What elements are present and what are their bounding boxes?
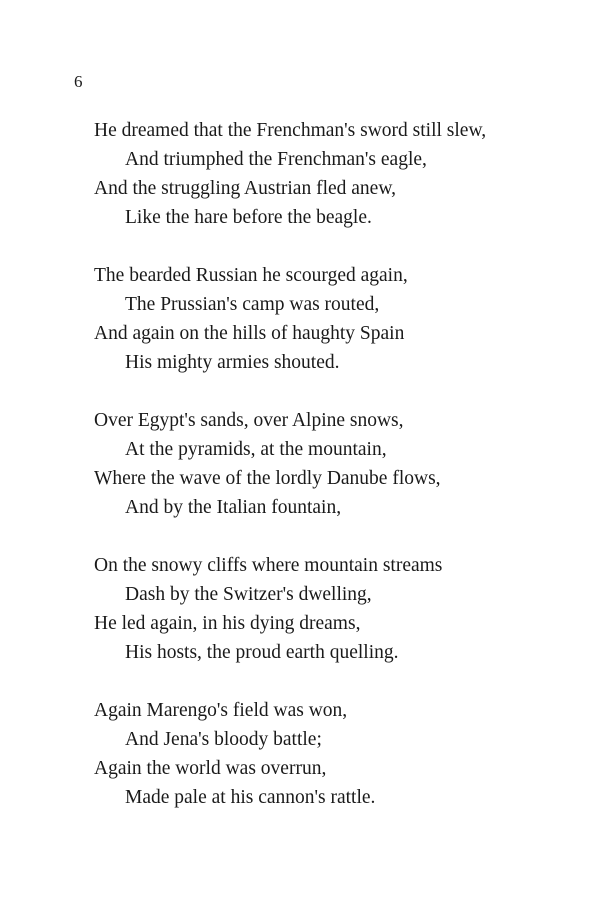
stanza-3 xyxy=(94,406,574,522)
poem-line-indented: Like the hare before the beagle. xyxy=(125,207,372,228)
poem-line-indented: At the pyramids, at the mountain, xyxy=(125,439,387,460)
poem-line-indented: His hosts, the proud earth quelling. xyxy=(125,642,399,663)
poem-line-indented: Made pale at his cannon's rattle. xyxy=(125,787,376,808)
poem-line: Where the wave of the lordly Danube flows, xyxy=(94,468,441,489)
poem-line: The bearded Russian he scourged again, xyxy=(94,265,408,286)
stanza-5 xyxy=(94,696,574,812)
poem-line: On the snowy cliffs where mountain streams xyxy=(94,555,443,576)
poem-line: Again the world was overrun, xyxy=(94,758,327,779)
poem-line-indented: And triumphed the Frenchman's eagle, xyxy=(125,149,427,170)
poem-line-indented: His mighty armies shouted. xyxy=(125,352,340,373)
page-number: 6 xyxy=(74,72,83,91)
poem-body xyxy=(94,116,574,841)
stanza-1 xyxy=(94,116,574,232)
stanza-4 xyxy=(94,551,574,667)
poem-line-indented: And by the Italian fountain, xyxy=(125,497,342,518)
poem-line: Again Marengo's field was won, xyxy=(94,700,348,721)
poem-line: And again on the hills of haughty Spain xyxy=(94,323,405,344)
poem-line-indented: The Prussian's camp was routed, xyxy=(125,294,380,315)
poem-line-indented: Dash by the Switzer's dwelling, xyxy=(125,584,372,605)
poem-line: He dreamed that the Frenchman's sword still slew, xyxy=(94,120,487,141)
poem-line: Over Egypt's sands, over Alpine snows, xyxy=(94,410,404,431)
poem-line: And the struggling Austrian fled anew, xyxy=(94,178,397,199)
poem-line-indented: And Jena's bloody battle; xyxy=(125,729,322,750)
poem-line: He led again, in his dying dreams, xyxy=(94,613,361,634)
stanza-2 xyxy=(94,261,574,377)
